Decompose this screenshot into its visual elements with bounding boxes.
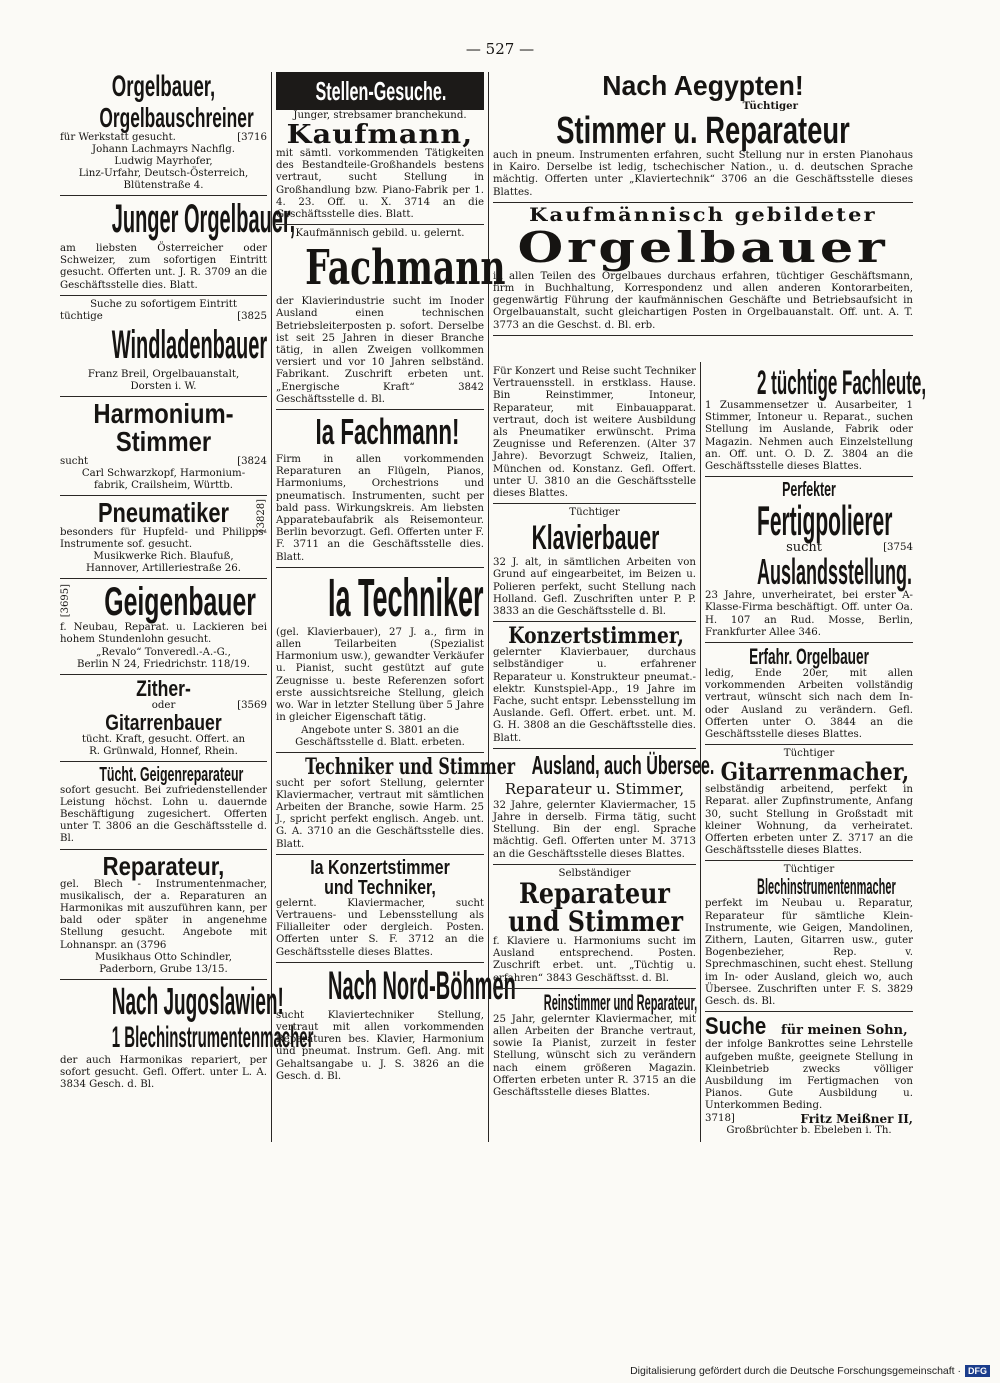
subheadline: Reparateur u. Stimmer, xyxy=(504,779,685,798)
address-line: Musikhaus Otto Schindler, xyxy=(94,951,233,963)
text: Selbständiger xyxy=(558,867,631,879)
separator xyxy=(60,761,267,762)
headline: Ia Fachmann! xyxy=(315,411,460,453)
headline: Stimmer xyxy=(115,425,212,457)
text: Tüchtiger xyxy=(783,748,835,760)
address-line: Blütenstraße 4. xyxy=(123,180,204,191)
headline: Nach Aegypten! xyxy=(602,70,804,101)
footer-text: Digitalisierung gefördert durch die Deutsche Forschungsgemeinschaft · xyxy=(630,1365,961,1377)
address-line: Johann Lachmayrs Nachflg. xyxy=(92,144,235,155)
ad-text: 32 J. alt, in sämtlichen Arbeiten von Grund auf eingearbeitet, im Beizen u. Polieren perfekt, sucht Stellung nach Holland. Gefl. Zuschriften unter P. P. 3833 an die Geschäftsstelle d. Bl. xyxy=(493,557,696,618)
section-header: Stellen-Gesuche. xyxy=(315,76,447,106)
address-line: Berlin N 24, Friedrichstr. 118/19. xyxy=(76,658,251,670)
headline: Orgelbauer xyxy=(517,222,889,272)
separator xyxy=(60,674,267,675)
ad-text: der auch Harmonikas repariert, per sofort gesucht. Gefl. Offert. unter L. A. 3834 Gesch. d. Bl. xyxy=(60,1054,267,1091)
ad-konzertstimmer-techniker xyxy=(276,858,484,959)
separator xyxy=(493,748,696,749)
ad-text: Für Konzert und Reise sucht Techniker Vertrauensstell. in erstklass. Hause. Bin Reinstimmer, Intoneur, Reparateur, mit Einbauapparat. vertraut, doch ist weitere Ausbildung als Pneumatiker erwünscht. Prima Zeugnisse und Referenzen. (Alter 37 Jahre). Bevorzugt Schweiz, Italien, München od. Konstanz. Gefl. Offert. unter U. 3810 an die Geschäftsstelle dieses Blattes. xyxy=(493,366,696,500)
separator xyxy=(705,860,913,861)
text: Geschäftsstelle d. Blatt. erbeten. xyxy=(295,736,465,748)
text: für Werkstatt gesucht. xyxy=(60,132,176,143)
headline: Orgelbauer, xyxy=(111,70,216,103)
ref-number: [3824 xyxy=(237,455,267,467)
ad-text: gelernt. Klaviermacher, sucht Vertrauens- und Lebensstellung als Filialleiter oder dergleich. Posten. Offerten unter S. F. 3712 an die Geschäftsstelle dieses Blattes. xyxy=(276,897,484,958)
separator xyxy=(493,864,696,865)
text: Tüchtiger xyxy=(783,864,835,876)
address-line: Carl Schwarzkopf, Harmonium- xyxy=(81,467,246,479)
headline: Zither- xyxy=(136,675,191,701)
separator xyxy=(276,962,484,963)
separator xyxy=(493,335,913,336)
address-line: Dorsten i. W. xyxy=(130,380,197,392)
ad-reparateur xyxy=(60,850,267,976)
headline: Techniker und Stimmer xyxy=(305,753,516,780)
headline: Ia Techniker xyxy=(328,567,484,628)
headline: Junger Orgelbauer, xyxy=(111,197,296,241)
ad-pneumatiker xyxy=(60,496,267,575)
separator xyxy=(493,988,696,989)
ad-text: besonders für Hupfeld- und Philipps-Instrumente sof. gesucht. xyxy=(60,526,267,551)
ad-konzert-reise xyxy=(493,366,696,500)
ref-number: [3695] xyxy=(60,584,71,618)
headline: Blechinstrumentenmacher xyxy=(757,874,896,900)
separator xyxy=(60,495,267,496)
address-line: Paderborn, Grube 13/15. xyxy=(99,963,228,975)
address-line: Großbrüchter b. Ebeleben i. Th. xyxy=(726,1124,892,1136)
text: oder xyxy=(151,699,176,711)
subheadline: für meinen Sohn, xyxy=(781,1023,908,1039)
ad-ia-fachmann xyxy=(276,411,484,564)
ad-windladenbauer xyxy=(60,299,267,393)
ad-zither-gitarrenbauer xyxy=(60,675,267,758)
headline: und Stimmer xyxy=(508,904,684,938)
ad-reinstimmer xyxy=(493,989,698,1099)
ad-text: 25 Jahr, gelernter Klaviermacher, mit allen Arbeiten der Branche vertraut, sowie Ia Pianist, zurzeit in fester Stellung, wünscht sich zu verändern nach einem größeren Magazin. Offerten erbeten unter R. 3715 an die Geschäftsstelle dieses Blattes. xyxy=(493,1013,696,1098)
ad-nach-jugoslawien xyxy=(60,980,314,1092)
headline: Suche xyxy=(705,1013,767,1041)
text: sucht xyxy=(60,455,89,467)
headline: Windladenbauer xyxy=(111,322,268,367)
ad-text: perfekt im Neubau u. Reparatur, Reparateur für sämtliche Klein-Instrumente, wie Geigen, Mandolinen, Zithern, Lauten, Gitarren usw., guter Bogenbezieher, Rep. v. Sprechmaschinen, sucht ehest. Stellung im In- oder Ausland, gleich wo, auch Übersee. Zuschriften unter F. S. 3829 Gesch. ds. Bl. xyxy=(705,898,913,1008)
ad-erfahr-orgelbauer xyxy=(705,646,913,741)
headline: Gitarrenmacher, xyxy=(720,757,910,787)
wide-area xyxy=(493,72,913,339)
ad-text: f. Neubau, Reparat. u. Lackieren bei hohem Stundenlohn gesucht. xyxy=(60,622,267,646)
ad-ia-techniker xyxy=(276,567,484,749)
headline: Reinstimmer und Reparateur, xyxy=(543,989,698,1015)
ad-geigenbauer xyxy=(60,582,267,670)
column-4 xyxy=(705,364,927,1137)
address-line: Franz Breil, Orgelbauanstalt, xyxy=(87,368,240,380)
headline: Klavierbauer xyxy=(531,519,660,558)
headline: Kaufmann, xyxy=(286,120,474,150)
ad-text: sucht per sofort Stellung, gelernter Klaviermacher, vertraut mit sämtlichen Arbeiten der Branche, sowie Harm. 25 J., spricht perfekt englisch. Angeb. unt. G. A. 3710 an die Geschäftsstelle dies. Blatt. xyxy=(276,777,484,850)
headline: Pneumatiker xyxy=(97,496,230,528)
ad-text: mit sämtl. vorkommenden Tätigkeiten des Bestandteile-Großhandels bestens vertraut, sucht Stellung in Großhandlung bzw. Piano-Fabrik per 1. 4. 23. Off. u. X. 3714 an die Geschäftsstelle dies. Blatt. xyxy=(276,148,484,221)
column-2 xyxy=(276,72,516,1083)
address-line: „Revalo“ Tonveredl.-A.-G., xyxy=(96,646,231,658)
separator xyxy=(60,849,267,850)
separator xyxy=(276,854,484,855)
address-line: Linz-Urfahr, Deutsch-Österreich, xyxy=(78,168,249,179)
headline: Ausland, auch Übersee. xyxy=(531,749,715,780)
separator xyxy=(60,195,267,196)
separator xyxy=(60,295,267,296)
ad-nach-aegypten xyxy=(493,72,913,199)
ad-text: ledig, Ende 20er, mit allen vorkommenden Arbeiten vollständig vertraut, wünscht sich nach dem In- oder Ausland zu verändern. Gefl. Offerten unter O. 3844 an die Geschäftsstelle dieses Blattes. xyxy=(705,668,913,741)
ad-konzertstimmer xyxy=(493,625,696,745)
separator xyxy=(276,224,484,225)
address-line: Musikwerke Rich. Blaufuß, xyxy=(93,551,234,563)
separator xyxy=(705,1011,913,1012)
address-line: fabrik, Crailsheim, Württb. xyxy=(93,479,234,491)
ad-text: auch in pneum. Instrumenten erfahren, sucht Stellung nur in ersten Pianohaus in Kairo. Derselbe ist ledig, tschechischer Nation., u. d. deutschen Sprache mächtig. Offerten unter „Klaviertechnik“ 3706 an die Geschäftsstelle dieses Blattes. xyxy=(493,150,913,198)
ad-text: der infolge Bankrottes seine Lehrstelle aufgeben mußte, geeignete Stellung in Kleinbetrieb zwecks völliger Ausbildung im Fertigmachen von Pianos. Gute Ausbildung u. Unterkommen Beding. xyxy=(705,1039,913,1112)
page-number: — 527 — xyxy=(465,40,535,58)
separator xyxy=(705,744,913,745)
text: Kaufmännisch gebild. u. gelernt. xyxy=(295,228,465,240)
ad-blechinstrumentenmacher xyxy=(705,864,913,1008)
separator xyxy=(276,752,484,753)
ad-suche-sohn xyxy=(705,1015,913,1136)
ad-text: am liebsten Österreicher oder Schweizer, zum sofortigen Eintritt gesucht. Offerten unt. J. R. 3709 an die Geschäftsstelle dies. Blatt. xyxy=(60,243,267,291)
headline: Tücht. Geigenreparateur xyxy=(99,763,244,786)
ad-kaufm-orgelbauer xyxy=(493,203,913,332)
ad-text: selbständig arbeitend, perfekt in Reparat. aller Zupfinstrumente, Anfang 30, sucht Stellung in Großstadt mit kleiner Wohnung, da verheiratet. Offerten erbeten unter Z. 3717 an die Geschäftsstelle dieses Blattes. xyxy=(705,784,913,857)
separator xyxy=(276,409,484,410)
ad-junger-orgelbauer xyxy=(60,197,296,292)
ref-number: [3716 xyxy=(237,132,267,143)
headline: Nach Nord-Böhmen xyxy=(328,963,516,1008)
ad-text: 23 Jahre, unverheiratet, bei erster A-Klasse-Firma beschäftigt. Off. unter Oa. H. 107 an Rud. Mosse, Berlin, Frankfurter Allee 346. xyxy=(705,590,913,638)
text: Junger, strebsamer branchekund. xyxy=(293,110,467,121)
ad-orgelbauer xyxy=(60,72,267,192)
ad-kaufmann xyxy=(276,110,484,221)
address-line: Ludwig Mayrhofer, xyxy=(114,156,213,167)
ref-number: [3825 xyxy=(237,310,267,322)
ad-klavierbauer xyxy=(493,507,696,618)
headline: Reparateur, xyxy=(102,850,225,881)
separator xyxy=(493,503,696,504)
headline: 1 Blechinstrumentenmacher xyxy=(111,1020,314,1054)
ad-harmonium-stimmer xyxy=(60,397,267,492)
headline: und Techniker, xyxy=(324,876,436,899)
section-header-box xyxy=(276,72,484,110)
column-3 xyxy=(493,366,715,1099)
ad-text: 32 Jahre, gelernter Klaviermacher, 15 Jahre in derselb. Firma tätig, sucht Stellung. Bin der engl. Sprache mächtig. Gefl. Offerten unter M. 3713 an die Geschäftsstelle dieses Blattes. xyxy=(493,799,696,860)
separator xyxy=(60,979,267,980)
ad-text: f. Klaviere u. Harmoniums sucht im Ausland entsprechend. Posten. Zuschrift erbet. unt. „Tüchtig u. erfahren“ 3843 Geschäftsst. d. Bl. xyxy=(493,935,696,984)
headline: Harmonium- xyxy=(93,397,234,429)
ad-text: Firm in allen vorkommenden Reparaturen an Flügeln, Pianos, Harmoniums, Orchestrions und pneumatisch. Instrumenten, sucht per bald pass. Wirkungskreis. Am liebsten Apparatebaufabrik als Reisemonteur. Berlin bevorzugt. Gefl. Offerten unter F. F. 3711 an die Geschäftsstelle dies. Blatt. xyxy=(276,454,484,563)
text: Tüchtiger xyxy=(742,100,798,112)
text: sucht xyxy=(786,540,822,556)
text: Angebote unter S. 3801 an die xyxy=(301,724,459,736)
headline: Reparateur xyxy=(519,876,670,910)
ad-nach-nord-boehmen xyxy=(276,963,516,1083)
headline: 2 tüchtige Fachleute, xyxy=(757,364,927,402)
headline: Nach Jugoslawien! xyxy=(111,980,284,1023)
advertiser-name: Fritz Meißner II, xyxy=(800,1111,913,1126)
separator xyxy=(60,578,267,579)
column-1 xyxy=(60,70,314,1091)
text: tücht. Kraft, gesucht. Offert. an xyxy=(81,733,246,745)
ad-zwei-fachleute xyxy=(705,364,927,473)
ad-text: sucht Klaviertechniker Stellung, vertraut mit allen vorkommenden Reparaturen bes. Klavier, Harmonium und pneumat. Instrum. Gefl. Ang. mit Gehaltsangabe u. J. S. 3826 an die Gesch. d. Bl. xyxy=(276,1009,484,1082)
footer-credit xyxy=(630,1365,990,1377)
ref-number: [3754 xyxy=(883,542,913,554)
text: tüchtige xyxy=(60,310,103,322)
ad-geigenreparateur xyxy=(60,765,267,846)
text: Suche zu sofortigem Eintritt xyxy=(90,298,237,310)
text: Tüchtiger xyxy=(569,507,620,519)
separator xyxy=(705,642,913,643)
headline: Fertigpolierer xyxy=(757,497,893,545)
ad-text: in allen Teilen des Orgelbaues durchaus erfahren, tüchtiger Geschäftsmann, firm in Buchhaltung, Korrespondenz und allen anderen Kontorarbeiten, gegenwärtig Führung der kaufmännischen Geschäfte und Betriebsaufsicht in Orgelbauanstalt, sucht gleichartigen Posten in Orgelbauanstalt. Off. unt. A. T. 3773 an die Geschst. d. Bl. erb. xyxy=(493,270,913,331)
separator xyxy=(493,621,696,622)
headline: Gitarrenbauer xyxy=(105,709,222,735)
headline: Stimmer u. Reparateur xyxy=(556,110,850,152)
ad-ausland-uebersee xyxy=(493,749,715,861)
ad-text: gel. Blech - Instrumentenmacher, musikalisch, der a. Reparaturen an Harmonikas mit auszuführen kann, per bald oder später in angenehme Stellung gesucht. Angebote mit Lohnanspr. an (3796 xyxy=(60,878,267,951)
ad-text: sofort gesucht. Bei zufriedenstellender Leistung höchst. Lohn u. dauernde Beschäftigung zugesichert. Offerten unter T. 3806 an die Geschäftsstelle d. Bl. xyxy=(60,784,267,845)
separator xyxy=(705,476,913,477)
ref-number: 3718] xyxy=(705,1112,735,1124)
dfg-logo: DFG xyxy=(965,1365,990,1377)
ref-number: [3569 xyxy=(237,699,267,711)
ad-fertigpolierer xyxy=(705,480,913,639)
address-line: Hannover, Artilleriestraße 26. xyxy=(85,563,242,575)
separator xyxy=(493,202,913,203)
headline: Fachmann xyxy=(305,240,506,297)
headline: Orgelbauschreiner xyxy=(99,102,254,133)
address-line: R. Grünwald, Honnef, Rhein. xyxy=(89,745,238,757)
ad-text: gelernter Klavierbauer, durchaus selbständiger u. erfahrener Reparateur u. Konstrukteur pneumat.-elektr. Kunstspiel-App., 19 Jahre im Fache, sucht entspr. Lebensstellung im Auslande. Gefl. Offert. erbet. unt. M. G. H. 3808 an die Geschäftsstelle dies. Blatt. xyxy=(493,647,696,744)
ad-text: der Klavierindustrie sucht im Inoder Ausland einen technischen Betriebsleiterposten p. sofort. Derselbe ist seit 25 Jahren in dieser Branche tätig, in allen Zweigen vollkommen versiert und vor 10 Jahren selbständ. Fabrikant. Zuschrift erbeten unt. „Energische Kraft“ 3842 Geschäftsstelle d. Bl. xyxy=(276,296,484,405)
headline: Erfahr. Orgelbauer xyxy=(749,644,869,670)
ad-text: 1 Zusammensetzer u. Ausarbeiter, 1 Stimmer, Intoneur u. Reparat., suchen Stellung im Auslande, Fabrik oder Magazin. Nehmen auch Einzelstellung an. Off. unt. O. D. Z. 3804 an die Geschäftsstelle dieses Blattes. xyxy=(705,400,913,473)
headline: Auslandsstellung. xyxy=(757,551,913,593)
ad-reparateur-stimmer xyxy=(493,868,696,985)
headline: Kaufmännisch gebildeter xyxy=(529,203,877,226)
ref-number: [3828] xyxy=(256,498,267,533)
separator xyxy=(60,396,267,397)
ad-gitarrenmacher xyxy=(705,748,913,857)
headline: Geigenbauer xyxy=(104,580,256,625)
headline: Perfekter xyxy=(782,479,836,502)
headline: Konzertstimmer, xyxy=(508,623,684,650)
headline: Ia Konzertstimmer xyxy=(310,856,450,879)
ad-techniker-stimmer xyxy=(276,753,516,851)
ad-text: (gel. Klavierbauer), 27 J. a., firm in allen Teilarbeiten (Spezialist Harmonium usw.), gewandter Verkäufer u. Pianist, sucht gestützt auf gute Zeugnisse u. beste Referenzen sofort erste aussichtsreiche Stellung, gleich wo. War in letzter Stellung über 5 Jahre in gleicher Eigenschaft tätig. xyxy=(276,626,484,724)
